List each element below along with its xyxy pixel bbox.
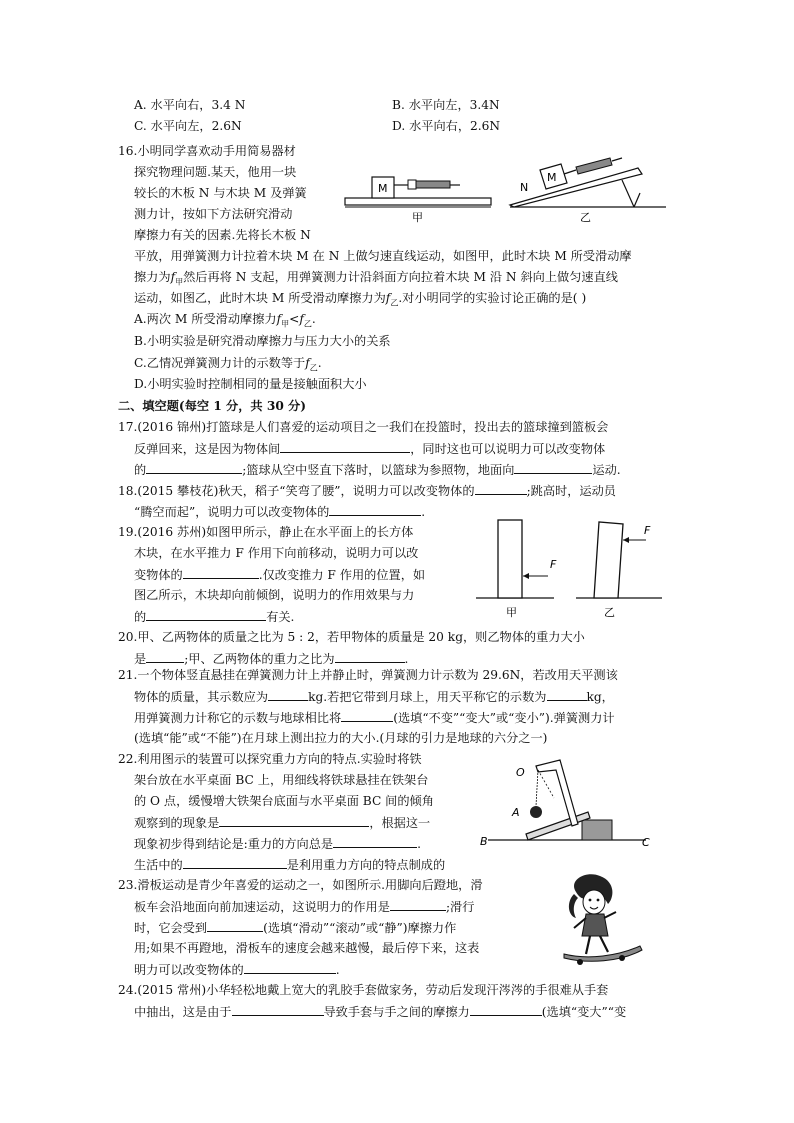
q16-line-1: 16.小明同学喜欢动手用简易器材 — [118, 144, 296, 158]
q21-text: 用弹簧测力计称它的示数与地球相比将 — [134, 711, 342, 725]
q21-line-2 — [134, 688, 614, 705]
q17-text: 运动. — [592, 463, 621, 477]
q16-line-7-a: 擦力为 — [134, 270, 171, 284]
q24-blank-2[interactable] — [470, 1003, 542, 1016]
q18-text: . — [421, 505, 426, 519]
wedge-block — [582, 820, 612, 840]
label-o: O — [516, 766, 525, 779]
q23-line-3 — [134, 919, 456, 936]
label-b: B — [480, 835, 488, 848]
q22-line-4 — [134, 814, 430, 831]
q17-line-1: 17.(2016 锦州)打篮球是人们喜爱的运动项目之一我们在投篮时，投出去的篮球撞到篮板会 — [118, 420, 609, 434]
q21-blank-1[interactable] — [268, 688, 308, 701]
q20-text: ;甲、乙两物体的重力之比为 — [184, 652, 335, 666]
q18-blank-2[interactable] — [329, 503, 421, 516]
q19-text: .仅改变推力 F 作用的位置，如 — [258, 568, 426, 582]
face — [583, 890, 605, 914]
sub-yi: 乙 — [390, 298, 399, 308]
q24-text: 导致手套与手之间的摩擦力 — [323, 1005, 470, 1019]
q19-line-2: 木块，在水平推力 F 作用下向前移动，说明力可以改 — [134, 546, 419, 560]
q19-text: 变物体的 — [134, 568, 183, 582]
q16-line-8 — [134, 290, 586, 311]
q24-text: (选填“变大”“变 — [541, 1005, 627, 1019]
q17-blank-2[interactable] — [146, 461, 242, 474]
label-c: C — [642, 836, 650, 849]
section-2-title: 二、填空题(每空 1 分，共 30 分) — [118, 399, 307, 413]
q15-option-b: B. 水平向左，3.4N — [392, 98, 500, 112]
q17-line-3 — [134, 461, 621, 478]
q16-option-c: C.乙情况弹簧测力计的示数等于$f_乙$. — [134, 356, 322, 373]
q22-line-6 — [134, 856, 445, 873]
q23-line-1: 23.滑板运动是青少年喜爱的运动之一，如图所示.用脚向后蹬地，滑 — [118, 878, 483, 892]
q18-text: “腾空而起”，说明力可以改变物体的 — [134, 505, 330, 519]
thread — [536, 770, 538, 806]
q21-text: 物体的质量，其示数应为 — [134, 690, 269, 704]
sub-jia: 甲 — [175, 277, 184, 287]
q20-blank-1[interactable] — [146, 650, 184, 663]
q23-line-4: 用;如果不再蹬地，滑板车的速度会越来越慢，最后停下来，这表 — [134, 941, 480, 955]
q16-figure — [342, 155, 668, 225]
q19-blank-1[interactable] — [183, 566, 259, 579]
label-m: M — [378, 182, 388, 195]
f-symbol: f — [299, 312, 304, 326]
q22-text: 观察到的现象是 — [134, 816, 220, 830]
q22-text: 现象初步得到结论是:重力的方向总是 — [134, 837, 334, 851]
label-yi: 乙 — [580, 211, 591, 224]
spring-scale-yi — [576, 158, 612, 174]
label-f-yi: F — [644, 524, 651, 537]
label-n: N — [520, 181, 529, 194]
less-than: < — [289, 312, 300, 326]
q22-text: 是利用重力方向的特点制成的 — [286, 858, 446, 872]
q22-line-5 — [134, 835, 421, 852]
q22-blank-3[interactable] — [183, 856, 287, 869]
q23-text: 明力可以改变物体的 — [134, 963, 244, 977]
q21-blank-2[interactable] — [547, 688, 587, 701]
q21-blank-3[interactable] — [341, 709, 393, 722]
q16-line-8-a: 运动，如图乙，此时木块 M 所受滑动摩擦力为 — [134, 291, 386, 305]
q23-text: . — [335, 963, 340, 977]
q17-line-2 — [134, 440, 605, 457]
q22-figure — [478, 758, 656, 854]
sub-yi: 乙 — [303, 319, 312, 329]
q23-line-5 — [134, 961, 340, 978]
q17-text: ;篮球从空中竖直下落时，以篮球为参照物，地面向 — [242, 463, 515, 477]
q22-blank-2[interactable] — [333, 835, 417, 848]
board-n-jia — [345, 198, 491, 205]
q18-line-2 — [134, 503, 425, 520]
q21-line-3 — [134, 709, 615, 726]
f-symbol: f — [276, 312, 282, 326]
block-jia — [498, 520, 522, 598]
q16-option-b: B.小明实验是研究滑动摩擦力与压力大小的关系 — [134, 334, 391, 348]
q20-text: 是 — [134, 652, 147, 666]
q21-text: kg.若把它带到月球上，用天平称它的示数为 — [308, 690, 547, 704]
q23-blank-1[interactable] — [390, 898, 446, 911]
q22-line-2: 架台放在水平桌面 BC 上，用细线将铁球悬挂在铁架台 — [134, 773, 429, 787]
q16-line-7-b: 然后再将 N 支起，用弹簧测力计沿斜面方向拉着木块 M 沿 N 斜向上做匀速直线 — [183, 270, 618, 284]
q15-option-c: C. 水平向左，2.6N — [134, 119, 242, 133]
q22-text: 生活中的 — [134, 858, 183, 872]
q23-text: ;滑行 — [445, 900, 475, 914]
spring-scale-jia — [416, 181, 450, 188]
label-m: M — [547, 171, 557, 184]
q20-line-1: 20.甲、乙两物体的质量之比为 5 : 2，若甲物体的质量是 20 kg，则乙物体的重力大小 — [118, 630, 585, 644]
q21-text: (选填“不变”“变大”或“变小”).弹簧测力计 — [393, 711, 615, 725]
label-jia: 甲 — [506, 606, 517, 619]
q17-text: 的 — [134, 463, 147, 477]
q19-text: 的 — [134, 610, 147, 624]
q22-line-1: 22.利用图示的装置可以探究重力方向的特点.实验时将铁 — [118, 752, 422, 766]
q18-text: 18.(2015 攀枝花)秋天，稻子“笑弯了腰”，说明力可以改变物体的 — [118, 484, 475, 498]
q16-line-7 — [134, 269, 618, 290]
q23-line-2 — [134, 898, 474, 915]
q19-line-5 — [134, 608, 294, 625]
iron-ball — [530, 806, 542, 818]
sub-yi: 乙 — [309, 363, 318, 373]
q16-option-a-text: A.两次 M 所受滑动摩擦力 — [134, 312, 277, 326]
q19-blank-2[interactable] — [146, 608, 266, 621]
q24-line-1: 24.(2015 常州)小华轻松地戴上宽大的乳胶手套做家务，劳动后发现汗涔涔的手很难从手套 — [118, 983, 609, 997]
q16-option-c-text: C.乙情况弹簧测力计的示数等于 — [134, 356, 306, 370]
q19-figure — [476, 514, 662, 622]
q23-blank-2[interactable] — [207, 919, 263, 932]
q17-text: ，同时这也可以说明力可以改变物体 — [410, 442, 606, 456]
q17-text: 反弹回来，这是因为物体间 — [134, 442, 281, 456]
q24-text: 中抽出，这是由于 — [134, 1005, 232, 1019]
q15-option-a: A. 水平向右，3.4 N — [134, 98, 246, 112]
q16-line-6: 平放，用弹簧测力计拉着木块 M 在 N 上做匀速直线运动，如图甲，此时木块 M 所受滑动摩 — [134, 249, 632, 263]
q16-line-8-b: .对小明同学的实验讨论正确的是( ) — [398, 291, 587, 305]
label-yi: 乙 — [604, 606, 615, 619]
q22-line-3: 的 O 点，缓慢增大铁架台底面与水平桌面 BC 间的倾角 — [134, 794, 434, 808]
q22-text: . — [417, 837, 421, 851]
q20-line-2 — [134, 650, 408, 667]
q16-line-2: 探究物理问题.某天，他用一块 — [134, 165, 297, 179]
q17-blank-1[interactable] — [280, 440, 410, 453]
q21-line-4: (选填“能”或“不能”)在月球上测出拉力的大小.(月球的引力是地球的六分之一) — [134, 731, 548, 745]
sub-jia: 甲 — [281, 319, 290, 329]
q19-line-3 — [134, 566, 425, 583]
q23-text: 时，它会受到 — [134, 921, 208, 935]
q18-text: ;跳高时，运动员 — [526, 484, 616, 498]
block-yi — [594, 522, 623, 598]
q16-line-4: 测力计，按如下方法研究滑动 — [134, 207, 293, 221]
q19-line-1: 19.(2016 苏州)如图甲所示，静止在水平面上的长方体 — [118, 525, 414, 539]
f-symbol: f — [170, 270, 176, 284]
q18-blank-1[interactable] — [475, 482, 527, 495]
skateboard — [564, 946, 642, 961]
f-symbol: f — [305, 356, 310, 370]
q24-blank-1[interactable] — [232, 1003, 324, 1016]
q21-line-1: 21.一个物体竖直悬挂在弹簧测力计上并静止时，弹簧测力计示数为 29.6N，若改用天平测该 — [118, 668, 618, 682]
q22-text: ，根据这一 — [369, 816, 431, 830]
q23-blank-3[interactable] — [244, 961, 336, 974]
q22-blank-1[interactable] — [219, 814, 369, 827]
q16-option-a: A.两次 M 所受滑动摩擦力$f_甲<f_乙$. — [134, 312, 316, 329]
q15-option-d: D. 水平向右，2.6N — [392, 119, 501, 133]
q17-blank-3[interactable] — [514, 461, 592, 474]
q16-line-5: 摩擦力有关的因素.先将长木板 N — [134, 228, 311, 242]
f-symbol: f — [385, 291, 391, 305]
label-jia: 甲 — [412, 211, 423, 224]
q23-skateboard-girl-figure — [558, 872, 644, 968]
q23-text: 板车会沿地面向前加速运动，这说明力的作用是 — [134, 900, 390, 914]
label-a: A — [512, 806, 520, 819]
q23-text: (选填“滑动”“滚动”或“静”)摩擦力作 — [263, 921, 457, 935]
q18-line-1 — [118, 482, 616, 499]
q24-line-2 — [134, 1003, 626, 1020]
q16-option-d: D.小明实验时控制相同的量是接触面积大小 — [134, 377, 367, 391]
q20-text: . — [404, 652, 409, 666]
q21-text: kg， — [586, 690, 614, 704]
q16-line-3: 较长的木板 N 与木块 M 及弹簧 — [134, 186, 307, 200]
label-f-jia: F — [550, 558, 557, 571]
board-n-yi — [510, 168, 642, 207]
q19-text: 有关. — [266, 610, 295, 624]
iron-stand — [536, 760, 578, 826]
q20-blank-2[interactable] — [335, 650, 405, 663]
q19-line-4: 图乙所示，木块却向前倾倒，说明力的作用效果与力 — [134, 588, 415, 602]
